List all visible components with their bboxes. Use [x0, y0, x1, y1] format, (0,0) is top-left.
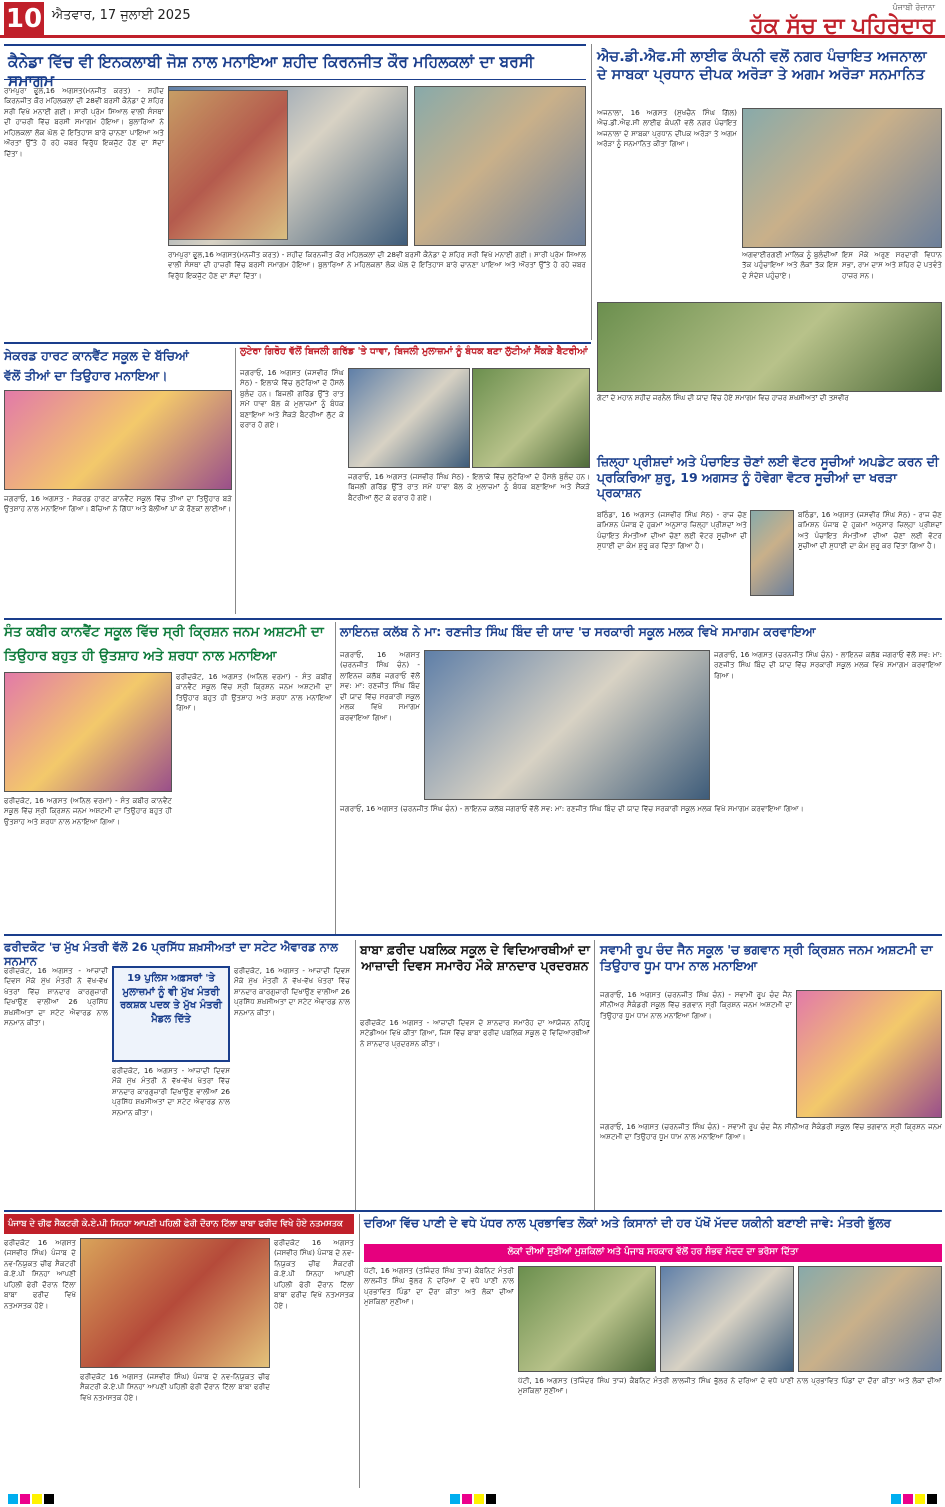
- black-swatch: [927, 1494, 937, 1504]
- jain-headline: ਸਵਾਮੀ ਰੂਪ ਚੰਦ ਜੈਨ ਸਕੂਲ 'ਚ ਭਗਵਾਨ ਸ੍ਰੀ ਕ੍ਰਿਸ਼ਨ ਜਨਮ ਅਸ਼ਟਮੀ ਦਾ ਤਿਉਹਾਰ ਧੂਮ ਧਾਮ ਨਾਲ ਮਨਾਇਆ: [600, 942, 933, 973]
- ifci-body: ਅਜਨਾਲਾ, 16 ਅਗਸਤ (ਸੁਖਚੈਨ ਸਿੰਘ ਗਿੱਲ) ਐਚ.ਡੀ.ਐਫ.ਸੀ ਲਾਈਫ ਕੰਪਨੀ ਵਲੋਂ ਨਗਰ ਪੰਚਾਇਤ ਅਜਨਾਲਾ ਦੇ ਸਾਬਕਾ ਪ੍ਰਧਾਨ ਦੀਪਕ ਅਰੋੜਾ ਤੇ ਅਗਮ ਅਰੋੜਾ ਨੂੰ ਸਨਮਾਨਿਤ ਕੀਤਾ ਗਿਆ।: [597, 108, 737, 149]
- kabir-headline-1: ਸੰਤ ਕਬੀਰ ਕਾਨਵੈਂਟ ਸਕੂਲ ਵਿੱਚ ਸ੍ਰੀ ਕ੍ਰਿਸ਼ਨ ਜਨਮ ਅਸ਼ਟਮੀ ਦਾ: [4, 624, 324, 640]
- black-swatch: [44, 1494, 54, 1504]
- newspaper-brand: [750, 3, 935, 39]
- black-swatch: [486, 1494, 496, 1504]
- lions-body: ਜਗਰਾਓਂ, 16 ਅਗਸਤ (ਚਰਨਜੀਤ ਸਿੰਘ ਚੰਨ) - ਲਾਇਨਜ਼ ਕਲੱਬ ਜਗਰਾਓਂ ਵੱਲੋਂ ਸਵ: ਮਾ: ਰਣਜੀਤ ਸਿੰਘ ਬਿੰਦ ਦੀ ਯਾਦ ਵਿੱਚ ਸਰਕਾਰੀ ਸਕੂਲ ਮਲਕ ਵਿਖੇ ਸਮਾਗਮ ਕਰਵਾਇਆ ਗਿਆ।: [340, 650, 420, 722]
- ifci-headline: ਐਚ.ਡੀ.ਐਫ.ਸੀ ਲਾਈਫ ਕੰਪਨੀ ਵਲੋਂ ਨਗਰ ਪੰਚਾਇਤ ਅਜਨਾਲਾ ਦੇ ਸਾਬਕਾ ਪ੍ਰਧਾਨ ਦੀਪਕ ਅਰੋੜਾ ਤੇ ਅਗਮ ਅਰੋੜਾ ਸਨਮਾਨਿਤ: [597, 49, 927, 84]
- batteries-body: ਜਗਰਾਓਂ, 16 ਅਗਸਤ (ਜਸਵੀਰ ਸਿੰਘ ਸੇਠ) - ਇਲਾਕੇ ਵਿੱਚ ਲੁਟੇਰਿਆਂ ਦੇ ਹੌਸਲੇ ਬੁਲੰਦ ਹਨ। ਬਿਜਲੀ ਗਰਿੱਡ ਉੱਤੇ ਰਾਤ ਸਮੇਂ ਧਾਵਾ ਬੋਲ ਕੇ ਮੁਲਾਜ਼ਮਾਂ ਨੂੰ ਬੰਧਕ ਬਣਾਇਆ ਅਤੇ ਸੈਂਕੜੇ ਬੈਟਰੀਆਂ ਲੁੱਟ ਕੇ ਫਰਾਰ ਹੋ ਗਏ।: [240, 368, 344, 430]
- section-rule: [4, 934, 942, 936]
- ajnala-photo: [597, 302, 942, 392]
- yellow-swatch: [474, 1494, 484, 1504]
- secretary-body-right: ਫਰੀਦਕੋਟ 16 ਅਗਸਤ (ਜਸਵੀਰ ਸਿੰਘ) ਪੰਜਾਬ ਦੇ ਨਵ-ਨਿਯੁਕਤ ਚੀਫ ਸੈਕਟਰੀ ਕੇ.ਏ.ਪੀ ਸਿਨਹਾ ਆਪਣੀ ਪਹਿਲੀ ਫੇਰੀ ਦੌਰਾਨ ਟਿੱਲਾ ਬਾਬਾ ਫਰੀਦ ਵਿਖੇ ਨਤਮਸਤਕ ਹੋਏ।: [274, 1238, 355, 1310]
- section-rule: [4, 1210, 942, 1212]
- canada-body: ਰਾਮਪੁਰਾ ਫੂਲ,16 ਅਗਸਤ(ਮਨਜੀਤ ਕਰਤ) - ਸ਼ਹੀਦ ਕਿਰਨਜੀਤ ਕੌਰ ਮਹਿਲਕਲਾਂ ਦੀ 28ਵੀਂ ਬਰਸੀ ਕੈਨੇਡਾ ਦੇ ਸ਼ਹਿਰ ਸਰੀ ਵਿਖੇ ਮਨਾਈ ਗਈ। ਸਾਰੀ ਪ੍ਰੇਮ ਸਿਆਲ ਵਾਲੀ ਸੰਸਥਾ ਦੀ ਹਾਜ਼ਰੀ ਵਿੱਚ ਬਰਸੀ ਸਮਾਗਮ ਹੋਇਆ। ਬੁਲਾਰਿਆਂ ਨੇ ਮਹਿਲਕਲਾਂ ਲੋਕ ਘੋਲ ਦੇ ਇਤਿਹਾਸ ਬਾਰੇ ਚਾਨਣਾ ਪਾਇਆ ਅਤੇ ਔਰਤਾਂ ਉੱਤੇ ਹੋ ਰਹੇ ਜ਼ਬਰ ਵਿਰੁੱਧ ਇਕਜੁੱਟ ਹੋਣ ਦਾ ਸੱਦਾ ਦਿੱਤਾ।: [4, 86, 164, 158]
- flood-banner: ਲੋਕਾਂ ਦੀਆਂ ਸੁਣੀਆਂ ਮੁਸ਼ਕਿਲਾਂ ਅਤੇ ਪੰਜਾਬ ਸਰਕਾਰ ਵੱਲੋਂ ਹਰ ਸੰਭਵ ਮੱਦਦ ਦਾ ਭਰੋਸਾ ਦਿੱਤਾ: [364, 1244, 942, 1262]
- batteries-headline: ਲੁਟੇਰਾ ਗਿਰੋਹ ਵੱਲੋਂ ਬਿਜਲੀ ਗਰਿੱਡ 'ਤੇ ਧਾਵਾ, ਬਿਜਲੀ ਮੁਲਾਜ਼ਮਾਂ ਨੂੰ ਬੰਧਕ ਬਣਾ ਲੁੱਟੀਆਂ ਸੈਂਕੜੇ ਬੈਟਰੀਆਂ: [240, 346, 588, 357]
- voter-officer-photo: [750, 510, 794, 596]
- cyan-swatch: [450, 1494, 460, 1504]
- canada-photo-right: [414, 86, 586, 246]
- award-body: ਫਰੀਦਕੋਟ, 16 ਅਗਸਤ - ਆਜ਼ਾਦੀ ਦਿਵਸ ਮੌਕੇ ਮੁੱਖ ਮੰਤਰੀ ਨੇ ਵੱਖ-ਵੱਖ ਖੇਤਰਾਂ ਵਿੱਚ ਸ਼ਾਨਦਾਰ ਕਾਰਗੁਜ਼ਾਰੀ ਦਿਖਾਉਣ ਵਾਲੀਆਂ 26 ਪ੍ਰਸਿੱਧ ਸ਼ਖ਼ਸੀਅਤਾਂ ਦਾ ਸਟੇਟ ਐਵਾਰਡ ਨਾਲ ਸਨਮਾਨ ਕੀਤਾ।: [4, 966, 108, 1028]
- voter-body: ਬਠਿੰਡਾ, 16 ਅਗਸਤ (ਜਸਵੀਰ ਸਿੰਘ ਸੇਠ) - ਰਾਜ ਚੋਣ ਕਮਿਸ਼ਨ ਪੰਜਾਬ ਦੇ ਹੁਕਮਾਂ ਅਨੁਸਾਰ ਜ਼ਿਲ੍ਹਾ ਪ੍ਰੀਸ਼ਦਾਂ ਅਤੇ ਪੰਚਾਇਤ ਸੰਮਤੀਆਂ ਦੀਆਂ ਚੋਣਾਂ ਲਈ ਵੋਟਰ ਸੂਚੀਆਂ ਦੀ ਸੁਧਾਈ ਦਾ ਕੰਮ ਸ਼ੁਰੂ ਕਰ ਦਿੱਤਾ ਗਿਆ ਹੈ।: [597, 510, 747, 551]
- lions-body-right: ਜਗਰਾਓਂ, 16 ਅਗਸਤ (ਚਰਨਜੀਤ ਸਿੰਘ ਚੰਨ) - ਲਾਇਨਜ਼ ਕਲੱਬ ਜਗਰਾਓਂ ਵੱਲੋਂ ਸਵ: ਮਾ: ਰਣਜੀਤ ਸਿੰਘ ਬਿੰਦ ਦੀ ਯਾਦ ਵਿੱਚ ਸਰਕਾਰੀ ਸਕੂਲ ਮਲਕ ਵਿਖੇ ਸਮਾਗਮ ਕਰਵਾਇਆ ਗਿਆ।: [714, 650, 942, 680]
- yellow-swatch: [915, 1494, 925, 1504]
- batteries-photo-1: [348, 368, 470, 468]
- jain-body: ਜਗਰਾਓਂ, 16 ਅਗਸਤ (ਚਰਨਜੀਤ ਸਿੰਘ ਚੰਨ) - ਸਵਾਮੀ ਰੂਪ ਚੰਦ ਜੈਨ ਸੀਨੀਅਰ ਸੈਕੰਡਰੀ ਸਕੂਲ ਵਿੱਚ ਭਗਵਾਨ ਸ੍ਰੀ ਕ੍ਰਿਸ਼ਨ ਜਨਮ ਅਸ਼ਟਮੀ ਦਾ ਤਿਉਹਾਰ ਧੂਮ ਧਾਮ ਨਾਲ ਮਨਾਇਆ ਗਿਆ।: [600, 990, 792, 1020]
- batteries-body-cont: ਜਗਰਾਓਂ, 16 ਅਗਸਤ (ਜਸਵੀਰ ਸਿੰਘ ਸੇਠ) - ਇਲਾਕੇ ਵਿੱਚ ਲੁਟੇਰਿਆਂ ਦੇ ਹੌਸਲੇ ਬੁਲੰਦ ਹਨ। ਬਿਜਲੀ ਗਰਿੱਡ ਉੱਤੇ ਰਾਤ ਸਮੇਂ ਧਾਵਾ ਬੋਲ ਕੇ ਮੁਲਾਜ਼ਮਾਂ ਨੂੰ ਬੰਧਕ ਬਣਾਇਆ ਅਤੇ ਸੈਂਕੜੇ ਬੈਟਰੀਆਂ ਲੁੱਟ ਕੇ ਫਰਾਰ ਹੋ ਗਏ।: [348, 472, 590, 502]
- award-body-mid: ਫਰੀਦਕੋਟ, 16 ਅਗਸਤ - ਆਜ਼ਾਦੀ ਦਿਵਸ ਮੌਕੇ ਮੁੱਖ ਮੰਤਰੀ ਨੇ ਵੱਖ-ਵੱਖ ਖੇਤਰਾਂ ਵਿੱਚ ਸ਼ਾਨਦਾਰ ਕਾਰਗੁਜ਼ਾਰੀ ਦਿਖਾਉਣ ਵਾਲੀਆਂ 26 ਪ੍ਰਸਿੱਧ ਸ਼ਖ਼ਸੀਅਤਾਂ ਦਾ ਸਟੇਟ ਐਵਾਰਡ ਨਾਲ ਸਨਮਾਨ ਕੀਤਾ।: [112, 1066, 230, 1117]
- ajnala-caption: ਗੇਟਾਂ ਦੇ ਮਹਾਨ ਸ਼ਹੀਦ ਜਰਨੈਲ ਸਿੰਘ ਦੀ ਯਾਦ ਵਿੱਚ ਹੋਏ ਸਮਾਗਮ ਵਿਚ ਹਾਜ਼ਰ ਸ਼ਖਸੀਅਤਾਂ ਦੀ ਤਸਵੀਰ: [597, 394, 942, 430]
- page-number: 10: [5, 4, 43, 34]
- yellow-swatch: [32, 1494, 42, 1504]
- canada-headline-box: [4, 44, 586, 91]
- kabir-photo: [4, 672, 172, 792]
- flood-photo-3: [798, 1266, 942, 1372]
- flood-headline: ਦਰਿਆ ਵਿੱਚ ਪਾਣੀ ਦੇ ਵਧੇ ਪੱਧਰ ਨਾਲ ਪ੍ਰਭਾਵਿਤ ਲੋਕਾਂ ਅਤੇ ਕਿਸਾਨਾਂ ਦੀ ਹਰ ਪੱਖੋਂ ਮੱਦਦ ਯਕੀਨੀ ਬਣਾਈ ਜਾਵੇ: ਮੰਤਰੀ ਭੁੱਲਰ: [364, 1216, 891, 1230]
- cyan-swatch: [8, 1494, 18, 1504]
- brand-title: ਹੱਕ ਸੱਚ ਦਾ ਪਹਿਰੇਦਾਰ: [750, 13, 935, 39]
- award-headline: ਫਰੀਦਕੋਟ 'ਚ ਮੁੱਖ ਮੰਤਰੀ ਵੱਲੋਂ 26 ਪ੍ਰਸਿੱਧ ਸ਼ਖ਼ਸੀਅਤਾਂ ਦਾ ਸਟੇਟ ਐਵਾਰਡ ਨਾਲ ਸਨਮਾਨ: [4, 940, 338, 969]
- jain-photo: [796, 990, 942, 1118]
- farid-body: ਫਰੀਦਕੋਟ 16 ਅਗਸਤ - ਆਜ਼ਾਦੀ ਦਿਵਸ ਦੇ ਸ਼ਾਨਦਾਰ ਸਮਾਰੋਹ ਦਾ ਆਯੋਜਨ ਨਹਿਰੂ ਸਟੇਡੀਅਮ ਵਿਖੇ ਕੀਤਾ ਗਿਆ, ਜਿਸ ਵਿੱਚ ਬਾਬਾ ਫਰੀਦ ਪਬਲਿਕ ਸਕੂਲ ਦੇ ਵਿਦਿਆਰਥੀਆਂ ਨੇ ਸ਼ਾਨਦਾਰ ਪ੍ਰਦਰਸ਼ਨ ਕੀਤਾ।: [360, 1018, 590, 1048]
- cmyk-swatches-left: [8, 1494, 54, 1504]
- secretary-body-cont: ਫਰੀਦਕੋਟ 16 ਅਗਸਤ (ਜਸਵੀਰ ਸਿੰਘ) ਪੰਜਾਬ ਦੇ ਨਵ-ਨਿਯੁਕਤ ਚੀਫ ਸੈਕਟਰੀ ਕੇ.ਏ.ਪੀ ਸਿਨਹਾ ਆਪਣੀ ਪਹਿਲੀ ਫੇਰੀ ਦੌਰਾਨ ਟਿੱਲਾ ਬਾਬਾ ਫਰੀਦ ਵਿਖੇ ਨਤਮਸਤਕ ਹੋਏ।: [80, 1372, 270, 1402]
- flood-photo-1: [518, 1266, 656, 1372]
- kabir-headline-2: ਤਿਉਹਾਰ ਬਹੁਤ ਹੀ ਉਤਸ਼ਾਹ ਅਤੇ ਸ਼ਰਧਾ ਨਾਲ ਮਨਾਇਆ: [4, 648, 277, 664]
- batteries-photo-2: [472, 368, 590, 468]
- brand-subtitle: ਪੰਜਾਬੀ ਰੋਜ਼ਾਨਾ: [892, 3, 935, 12]
- lions-body-cont: ਜਗਰਾਓਂ, 16 ਅਗਸਤ (ਚਰਨਜੀਤ ਸਿੰਘ ਚੰਨ) - ਲਾਇਨਜ਼ ਕਲੱਬ ਜਗਰਾਓਂ ਵੱਲੋਂ ਸਵ: ਮਾ: ਰਣਜੀਤ ਸਿੰਘ ਬਿੰਦ ਦੀ ਯਾਦ ਵਿੱਚ ਸਰਕਾਰੀ ਸਕੂਲ ਮਲਕ ਵਿਖੇ ਸਮਾਗਮ ਕਰਵਾਇਆ ਗਿਆ।: [340, 804, 804, 813]
- ifci-caption-1: ਅਗਵਾਈਰਗਈ ਮਾਲਿਕ ਨੂੰ ਬੁਲੰਦੀਆਂ ਤੱਕ ਪਹੁੰਚਾਇਆ ਅਤੇ ਲੋਕਾਂ ਤੱਕ ਇਸ ਦੇ ਸੰਦੇਸ਼ ਪਹੁੰਚਾਏ।: [742, 250, 838, 280]
- jain-body-cont: ਜਗਰਾਓਂ, 16 ਅਗਸਤ (ਚਰਨਜੀਤ ਸਿੰਘ ਚੰਨ) - ਸਵਾਮੀ ਰੂਪ ਚੰਦ ਜੈਨ ਸੀਨੀਅਰ ਸੈਕੰਡਰੀ ਸਕੂਲ ਵਿੱਚ ਭਗਵਾਨ ਸ੍ਰੀ ਕ੍ਰਿਸ਼ਨ ਜਨਮ ਅਸ਼ਟਮੀ ਦਾ ਤਿਉਹਾਰ ਧੂਮ ਧਾਮ ਨਾਲ ਮਨਾਇਆ ਗਿਆ।: [600, 1122, 942, 1142]
- masthead: [0, 0, 945, 38]
- magenta-swatch: [462, 1494, 472, 1504]
- canada-headline: ਕੈਨੇਡਾ ਵਿੱਚ ਵੀ ਇਨਕਲਾਬੀ ਜੋਸ਼ ਨਾਲ ਮਨਾਇਆ ਸ਼ਹੀਦ ਕਿਰਨਜੀਤ ਕੌਰ ਮਹਿਲਕਲਾਂ ਦਾ ਬਰਸੀ ਸਮਾਗਮ: [8, 53, 534, 91]
- cyan-swatch: [891, 1494, 901, 1504]
- ifci-photo: [742, 108, 942, 248]
- canada-photo-inset: [168, 90, 288, 240]
- teeyan-headline-2: ਵੱਲੋਂ ਤੀਆਂ ਦਾ ਤਿਉਹਾਰ ਮਨਾਇਆ।: [4, 368, 168, 383]
- column-rule: [355, 940, 356, 1210]
- teeyan-body: ਜਗਰਾਓਂ, 16 ਅਗਸਤ - ਸੇਕਰਡ ਹਾਰਟ ਕਾਨਵੈਂਟ ਸਕੂਲ ਵਿੱਚ ਤੀਆਂ ਦਾ ਤਿਉਹਾਰ ਬੜੇ ਉਤਸ਼ਾਹ ਨਾਲ ਮਨਾਇਆ ਗਿਆ। ਬੱਚਿਆਂ ਨੇ ਗਿੱਧਾ ਅਤੇ ਬੋਲੀਆਂ ਪਾ ਕੇ ਰੌਣਕਾਂ ਲਾਈਆਂ।: [4, 494, 232, 514]
- voter-headline: ਜ਼ਿਲ੍ਹਾ ਪ੍ਰੀਸ਼ਦਾਂ ਅਤੇ ਪੰਚਾਇਤ ਚੋਣਾਂ ਲਈ ਵੋਟਰ ਸੂਚੀਆਂ ਅਪਡੇਟ ਕਰਨ ਦੀ ਪ੍ਰਕਿਰਿਆ ਸ਼ੁਰੂ, 19 ਅਗਸਤ ਨੂੰ ਹੋਵੇਗਾ ਵੋਟਰ ਸੂਚੀਆਂ ਦਾ ਖਰੜਾ ਪ੍ਰਕਾਸ਼ਨ: [597, 454, 939, 501]
- kabir-body-cont: ਫਰੀਦਕੋਟ, 16 ਅਗਸਤ (ਅਨਿਲ ਵਰਮਾ) - ਸੰਤ ਕਬੀਰ ਕਾਨਵੈਂਟ ਸਕੂਲ ਵਿੱਚ ਸ੍ਰੀ ਕ੍ਰਿਸ਼ਨ ਜਨਮ ਅਸ਼ਟਮੀ ਦਾ ਤਿਉਹਾਰ ਬਹੁਤ ਹੀ ਉਤਸ਼ਾਹ ਅਤੇ ਸ਼ਰਧਾ ਨਾਲ ਮਨਾਇਆ ਗਿਆ।: [176, 672, 332, 713]
- magenta-swatch: [903, 1494, 913, 1504]
- column-rule: [235, 348, 236, 614]
- column-rule: [359, 1214, 360, 1488]
- print-registration-bar: [0, 1490, 945, 1507]
- ifci-caption-2: ਇਸ ਮੌਕੇ ਅਰੁਣ ਸਰਦਾਰੀ ਵਿਧਾਨ ਸਭਾ, ਰਾਮ ਦਾਸ ਅਤੇ ਸ਼ਹਿਰ ਦੇ ਪਤਵੰਤੇ ਹਾਜ਼ਰ ਸਨ।: [842, 250, 942, 280]
- section-rule: [4, 342, 591, 344]
- magenta-swatch: [20, 1494, 30, 1504]
- column-rule: [594, 940, 595, 1210]
- teeyan-headline-1: ਸੇਕਰਡ ਹਾਰਟ ਕਾਨਵੈਂਟ ਸਕੂਲ ਦੇ ਬੱਚਿਆਂ: [4, 348, 189, 363]
- canada-body-cont: ਰਾਮਪੁਰਾ ਫੂਲ,16 ਅਗਸਤ(ਮਨਜੀਤ ਕਰਤ) - ਸ਼ਹੀਦ ਕਿਰਨਜੀਤ ਕੌਰ ਮਹਿਲਕਲਾਂ ਦੀ 28ਵੀਂ ਬਰਸੀ ਕੈਨੇਡਾ ਦੇ ਸ਼ਹਿਰ ਸਰੀ ਵਿਖੇ ਮਨਾਈ ਗਈ। ਸਾਰੀ ਪ੍ਰੇਮ ਸਿਆਲ ਵਾਲੀ ਸੰਸਥਾ ਦੀ ਹਾਜ਼ਰੀ ਵਿੱਚ ਬਰਸੀ ਸਮਾਗਮ ਹੋਇਆ। ਬੁਲਾਰਿਆਂ ਨੇ ਮਹਿਲਕਲਾਂ ਲੋਕ ਘੋਲ ਦੇ ਇਤਿਹਾਸ ਬਾਰੇ ਚਾਨਣਾ ਪਾਇਆ ਅਤੇ ਔਰਤਾਂ ਉੱਤੇ ਹੋ ਰਹੇ ਜ਼ਬਰ ਵਿਰੁੱਧ ਇਕਜੁੱਟ ਹੋਣ ਦਾ ਸੱਦਾ ਦਿੱਤਾ।: [168, 250, 586, 280]
- lions-headline: ਲਾਇਨਜ਼ ਕਲੱਬ ਨੇ ਮਾ: ਰਣਜੀਤ ਸਿੰਘ ਬਿੰਦ ਦੀ ਯਾਦ 'ਚ ਸਰਕਾਰੀ ਸਕੂਲ ਮਲਕ ਵਿਖੇ ਸਮਾਗਮ ਕਰਵਾਇਆ: [340, 624, 816, 639]
- secretary-body: ਫਰੀਦਕੋਟ 16 ਅਗਸਤ (ਜਸਵੀਰ ਸਿੰਘ) ਪੰਜਾਬ ਦੇ ਨਵ-ਨਿਯੁਕਤ ਚੀਫ ਸੈਕਟਰੀ ਕੇ.ਏ.ਪੀ ਸਿਨਹਾ ਆਪਣੀ ਪਹਿਲੀ ਫੇਰੀ ਦੌਰਾਨ ਟਿੱਲਾ ਬਾਬਾ ਫਰੀਦ ਵਿਖੇ ਨਤਮਸਤਕ ਹੋਏ।: [4, 1238, 76, 1310]
- flood-body-cont: ਪੱਟੀ, 16 ਅਗਸਤ (ਤਜਿੰਦਰ ਸਿੰਘ ਤਾਜ) ਕੈਬਨਿਟ ਮੰਤਰੀ ਲਾਲਜੀਤ ਸਿੰਘ ਭੁੱਲਰ ਨੇ ਦਰਿਆ ਦੇ ਵਧੇ ਪਾਣੀ ਨਾਲ ਪ੍ਰਭਾਵਿਤ ਪਿੰਡਾਂ ਦਾ ਦੌਰਾ ਕੀਤਾ ਅਤੇ ਲੋਕਾਂ ਦੀਆਂ ਮੁਸ਼ਕਿਲਾਂ ਸੁਣੀਆਂ।: [518, 1376, 942, 1396]
- section-rule: [4, 618, 942, 620]
- secretary-photo: [80, 1238, 270, 1368]
- farid-headline: ਬਾਬਾ ਫ਼ਰੀਦ ਪਬਲਿਕ ਸਕੂਲ ਦੇ ਵਿਦਿਆਰਥੀਆਂ ਦਾ ਆਜ਼ਾਦੀ ਦਿਵਸ ਸਮਾਰੋਹ ਮੌਕੇ ਸ਼ਾਨਦਾਰ ਪ੍ਰਦਰਸ਼ਨ: [360, 942, 590, 973]
- cmyk-swatches-right: [891, 1494, 937, 1504]
- cmyk-swatches-center: [450, 1494, 496, 1504]
- voter-body-cont: ਬਠਿੰਡਾ, 16 ਅਗਸਤ (ਜਸਵੀਰ ਸਿੰਘ ਸੇਠ) - ਰਾਜ ਚੋਣ ਕਮਿਸ਼ਨ ਪੰਜਾਬ ਦੇ ਹੁਕਮਾਂ ਅਨੁਸਾਰ ਜ਼ਿਲ੍ਹਾ ਪ੍ਰੀਸ਼ਦਾਂ ਅਤੇ ਪੰਚਾਇਤ ਸੰਮਤੀਆਂ ਦੀਆਂ ਚੋਣਾਂ ਲਈ ਵੋਟਰ ਸੂਚੀਆਂ ਦੀ ਸੁਧਾਈ ਦਾ ਕੰਮ ਸ਼ੁਰੂ ਕਰ ਦਿੱਤਾ ਗਿਆ ਹੈ।: [798, 510, 942, 551]
- issue-date: ਐਤਵਾਰ, 17 ਜੁਲਾਈ 2025: [52, 8, 191, 23]
- teeyan-photo: [4, 390, 232, 490]
- column-rule: [591, 44, 592, 340]
- secretary-headline: ਪੰਜਾਬ ਦੇ ਚੀਫ ਸੈਕਟਰੀ ਕੇ.ਏ.ਪੀ ਸਿਨਹਾ ਆਪਣੀ ਪਹਿਲੀ ਫੇਰੀ ਦੌਰਾਨ ਟਿੱਲਾ ਬਾਬਾ ਫਰੀਦ ਵਿਖੇ ਹੋਏ ਨਤਮਸਤਕ: [4, 1214, 354, 1234]
- award-body-right: ਫਰੀਦਕੋਟ, 16 ਅਗਸਤ - ਆਜ਼ਾਦੀ ਦਿਵਸ ਮੌਕੇ ਮੁੱਖ ਮੰਤਰੀ ਨੇ ਵੱਖ-ਵੱਖ ਖੇਤਰਾਂ ਵਿੱਚ ਸ਼ਾਨਦਾਰ ਕਾਰਗੁਜ਼ਾਰੀ ਦਿਖਾਉਣ ਵਾਲੀਆਂ 26 ਪ੍ਰਸਿੱਧ ਸ਼ਖ਼ਸੀਅਤਾਂ ਦਾ ਸਟੇਟ ਐਵਾਰਡ ਨਾਲ ਸਨਮਾਨ ਕੀਤਾ।: [234, 966, 350, 1017]
- kabir-body: ਫਰੀਦਕੋਟ, 16 ਅਗਸਤ (ਅਨਿਲ ਵਰਮਾ) - ਸੰਤ ਕਬੀਰ ਕਾਨਵੈਂਟ ਸਕੂਲ ਵਿੱਚ ਸ੍ਰੀ ਕ੍ਰਿਸ਼ਨ ਜਨਮ ਅਸ਼ਟਮੀ ਦਾ ਤਿਉਹਾਰ ਬਹੁਤ ਹੀ ਉਤਸ਼ਾਹ ਅਤੇ ਸ਼ਰਧਾ ਨਾਲ ਮਨਾਇਆ ਗਿਆ।: [4, 796, 172, 826]
- award-boxout: 19 ਪੁਲਿਸ ਅਫ਼ਸਰਾਂ 'ਤੇ ਮੁਲਾਜ਼ਮਾਂ ਨੂੰ ਵੀ ਮੁੱਖ ਮੰਤਰੀ ਰਕਸ਼ਕ ਪਦਕ ਤੇ ਮੁੱਖ ਮੰਤਰੀ ਮੈਡਲ ਦਿੱਤੇ: [112, 966, 230, 1062]
- flood-photo-2: [660, 1266, 794, 1372]
- lions-photo: [424, 650, 710, 800]
- flood-body: ਪੱਟੀ, 16 ਅਗਸਤ (ਤਜਿੰਦਰ ਸਿੰਘ ਤਾਜ) ਕੈਬਨਿਟ ਮੰਤਰੀ ਲਾਲਜੀਤ ਸਿੰਘ ਭੁੱਲਰ ਨੇ ਦਰਿਆ ਦੇ ਵਧੇ ਪਾਣੀ ਨਾਲ ਪ੍ਰਭਾਵਿਤ ਪਿੰਡਾਂ ਦਾ ਦੌਰਾ ਕੀਤਾ ਅਤੇ ਲੋਕਾਂ ਦੀਆਂ ਮੁਸ਼ਕਿਲਾਂ ਸੁਣੀਆਂ।: [364, 1266, 514, 1307]
- column-rule: [335, 622, 336, 934]
